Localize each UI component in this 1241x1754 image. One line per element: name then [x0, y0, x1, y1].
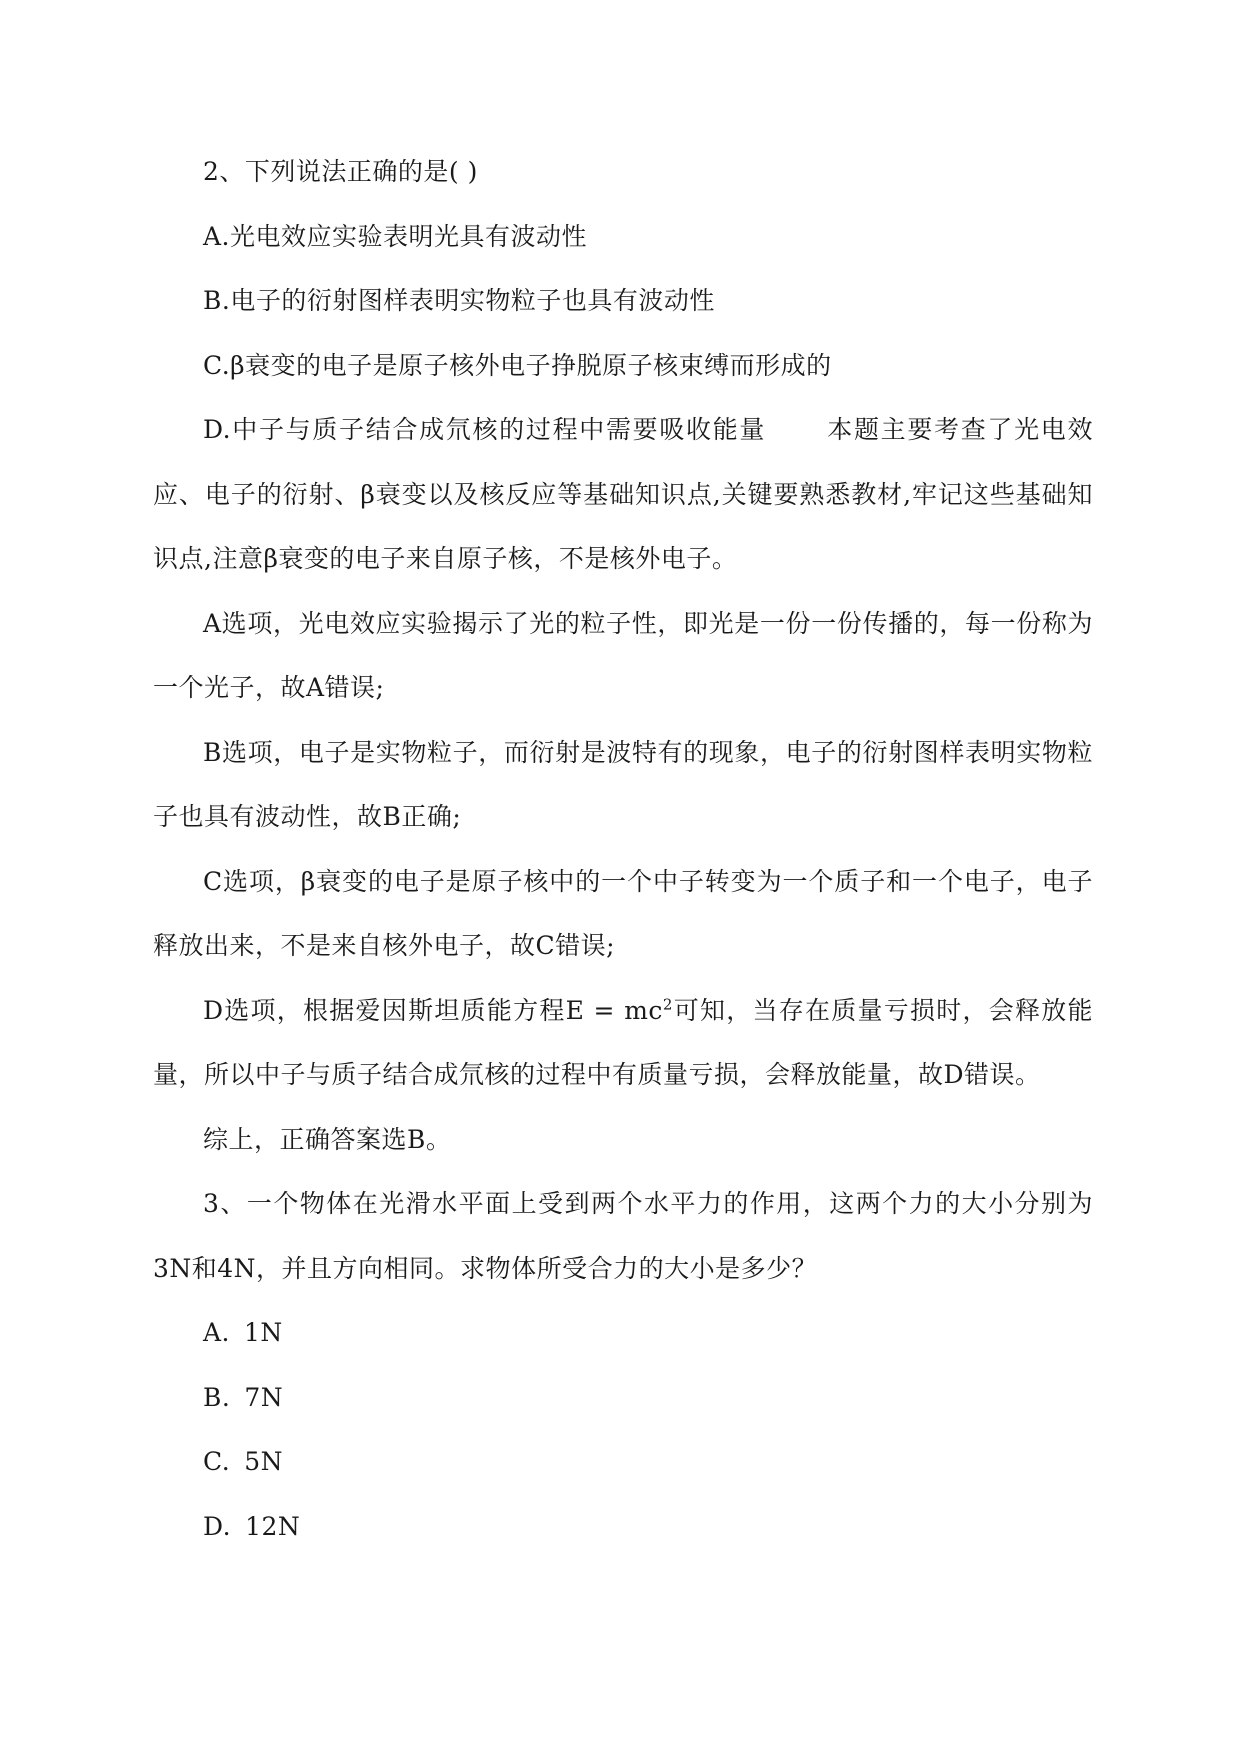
document-body: [153, 140, 1093, 1559]
question-2-option-a: A.光电效应实验表明光具有波动性: [203, 221, 588, 251]
analysis-d-before: D选项，根据爱因斯坦质能方程: [203, 995, 566, 1025]
question-3-option-a: A. 1N: [203, 1318, 283, 1347]
analysis-option-c: C选项，β衰变的电子是原子核中的一个中子转变为一个质子和一个电子，电子释放出来，不是来自核外电子，故C错误;: [153, 866, 1093, 960]
question-3-option-c: C. 5N: [203, 1447, 283, 1476]
analysis-option-a: A选项，光电效应实验揭示了光的粒子性，即光是一份一份传播的，每一份称为一个光子，故A错误;: [153, 608, 1093, 702]
question-2-option-d-with-analysis: [153, 398, 1093, 592]
question-3-option-d: D. 12N: [203, 1511, 301, 1541]
question-3-option-b: B. 7N: [203, 1382, 284, 1412]
mass-energy-formula: $E = mc^2$: [565, 995, 673, 1025]
analysis-option-d: [153, 979, 1093, 1108]
answer-conclusion: 综上，正确答案选B。: [203, 1124, 452, 1154]
question-2-option-c: C.β衰变的电子是原子核外电子挣脱原子核束缚而形成的: [203, 350, 832, 380]
analysis-intro: 本题主要考查了光电效应、电子的衍射、β衰变以及核反应等基础知识点,关键要熟悉教材,牢记这些基础知识点,注意β衰变的电子来自原子核，不是核外电子。: [153, 415, 1093, 573]
analysis-option-b: B选项，电子是实物粒子，而衍射是波特有的现象，电子的衍射图样表明实物粒子也具有波动性，故B正确;: [153, 737, 1093, 831]
question-3-stem: 3、一个物体在光滑水平面上受到两个水平力的作用，这两个力的大小分别为3N和4N，并且方向相同。求物体所受合力的大小是多少？: [153, 1189, 1093, 1283]
analysis-d-after: 可知，当存在质量亏损时，会释放能量，所以中子与质子结合成氘核的过程中有质量亏损，会释放能量，故D错误。: [153, 995, 1093, 1089]
question-2-option-b: B.电子的衍射图样表明实物粒子也具有波动性: [203, 286, 715, 315]
question-2-stem: 2、下列说法正确的是( ): [203, 157, 478, 186]
formula-exponent: 2: [662, 995, 673, 1014]
question-2-option-d: D.中子与质子结合成氘核的过程中需要吸收能量: [203, 415, 767, 444]
